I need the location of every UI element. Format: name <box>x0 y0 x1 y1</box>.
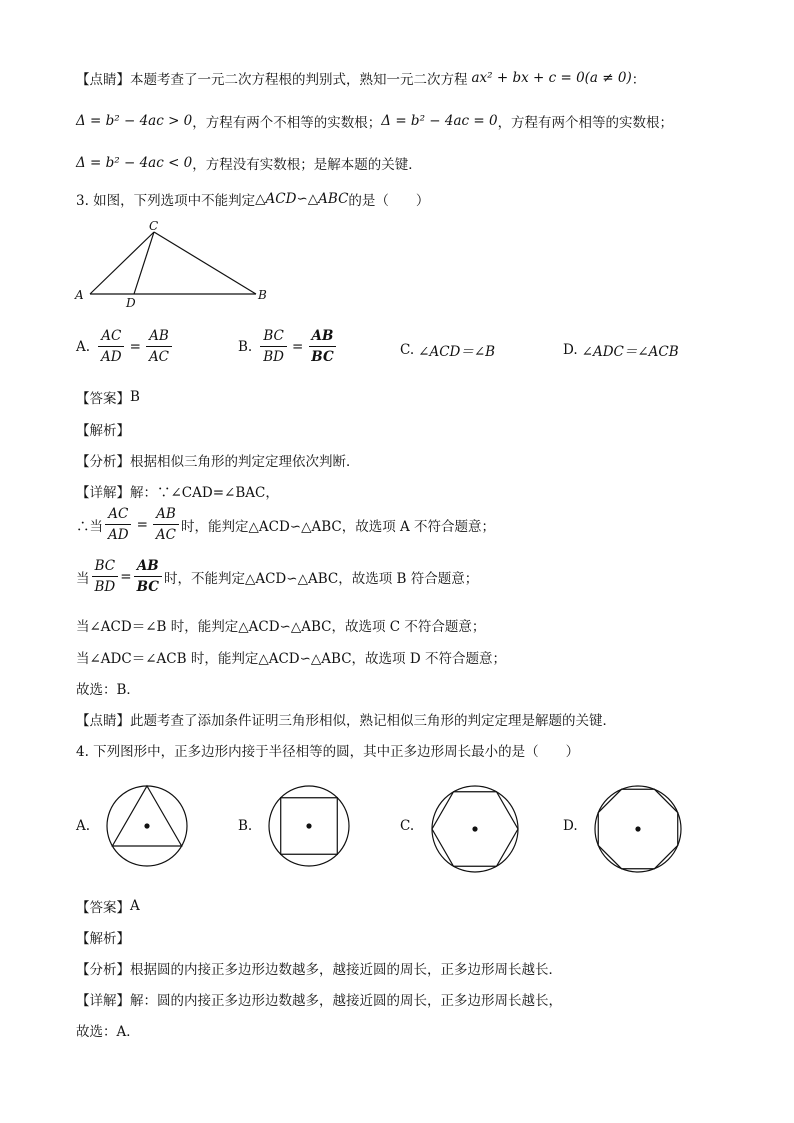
q4-figure-b <box>267 784 351 868</box>
q4-figure-d <box>593 784 683 874</box>
q4-option-b-letter: B. <box>238 818 253 834</box>
dianjing-tag: 【点睛】 <box>76 72 130 88</box>
q3-detail-line-4: 当∠ADC＝∠ACB 时，能判定△ACD∽△ABC，故选项 D 不符合题意； <box>76 651 506 667</box>
vertex-label-a: A <box>75 288 84 302</box>
q3-detail-line-3: 当∠ACD＝∠B 时，能判定△ACD∽△ABC，故选项 C 不符合题意； <box>76 619 486 635</box>
q4-conclusion: 故选：A． <box>76 1024 140 1040</box>
discriminant-negative: Δ = b² − 4ac < 0 <box>76 155 193 171</box>
q4-fenxi: 【分析】 根据圆的内接正多边形边数越多，越接近圆的周长，正多边形周长越长． <box>76 962 562 978</box>
q3-xiangjie: 【详解】 解：∵∠CAD=∠BAC， <box>76 485 279 501</box>
q3-option-d: D. ∠ADC＝∠ACB <box>563 342 679 360</box>
q4-figure-a <box>105 784 189 868</box>
q4-option-c-letter: C. <box>400 818 415 834</box>
q3-option-c: C. ∠ACD＝∠B <box>400 342 496 360</box>
dianjing-line-1: 【点睛】 本题考查了一元二次方程根的判别式，熟知一元二次方程 ax² + bx + c = 0(a ≠ 0) ： <box>76 70 646 88</box>
q3-stem: 3. 如图，下列选项中不能判定 △ACD∽△ABC 的是（ ） <box>76 191 430 209</box>
q4-jiexi: 【解析】 <box>76 931 130 947</box>
q4-stem: 4. 下列图形中，正多边形内接于半径相等的圆，其中正多边形周长最小的是（ ） <box>76 744 580 760</box>
q3-detail-line-1: ∴当 $\frac{AC}{AD}$ = $\frac{AB}{AC}$ 时，能判定△ACD∽△ABC，故选项 A 不符合题意； <box>76 506 496 543</box>
q3-dianjing: 【点睛】 此题考查了添加条件证明三角形相似，熟记相似三角形的判定定理是解题的关键． <box>76 713 616 729</box>
q3-jiexi: 【解析】 <box>76 423 130 439</box>
dianjing-line-3: Δ = b² − 4ac < 0 ，方程没有实数根；是解本题的关键． <box>76 155 422 173</box>
center-dot <box>306 823 311 828</box>
vertex-label-c: C <box>149 219 159 233</box>
q4-option-a-letter: A. <box>76 818 91 834</box>
vertex-label-d: D <box>126 296 136 310</box>
q4-answer: 【答案】 A <box>76 898 140 916</box>
q4-xiangjie: 【详解】 解：圆的内接正多边形边数越多，越接近圆的周长，正多边形周长越长， <box>76 993 562 1009</box>
q3-option-a: A. $\frac{AC}{AD}$ = $\frac{AB}{AC}$ <box>76 328 174 365</box>
triangle-figure <box>70 218 280 310</box>
q3-fenxi: 【分析】 根据相似三角形的判定定理依次判断． <box>76 454 360 470</box>
inscribed-polygon <box>112 786 181 846</box>
discriminant-positive: Δ = b² − 4ac > 0 <box>76 113 193 129</box>
q4-figure-c <box>430 784 520 874</box>
q3-conclusion: 故选：B． <box>76 682 140 698</box>
center-dot <box>144 823 149 828</box>
q3-option-b: B. $\frac{BC}{BD}$ = $\frac{AB}{BC}$ <box>238 328 339 365</box>
q4-option-d-letter: D. <box>563 818 578 834</box>
discriminant-zero: Δ = b² − 4ac = 0 <box>381 113 498 129</box>
dianjing-line-2: Δ = b² − 4ac > 0 ，方程有两个不相等的实数根； Δ = b² − 4ac = 0 ，方程有两个相等的实数根； <box>76 113 674 131</box>
q3-answer: 【答案】 B <box>76 389 140 407</box>
center-dot <box>472 826 477 831</box>
quadratic-formula: ax² + bx + c = 0(a ≠ 0) <box>471 70 632 86</box>
vertex-label-b: B <box>258 288 267 302</box>
center-dot <box>635 826 640 831</box>
q3-detail-line-2: 当 $\frac{BC}{BD}$ = $\frac{AB}{BC}$ 时，不能判定△ACD∽△ABC，故选项 B 符合题意； <box>76 558 479 595</box>
